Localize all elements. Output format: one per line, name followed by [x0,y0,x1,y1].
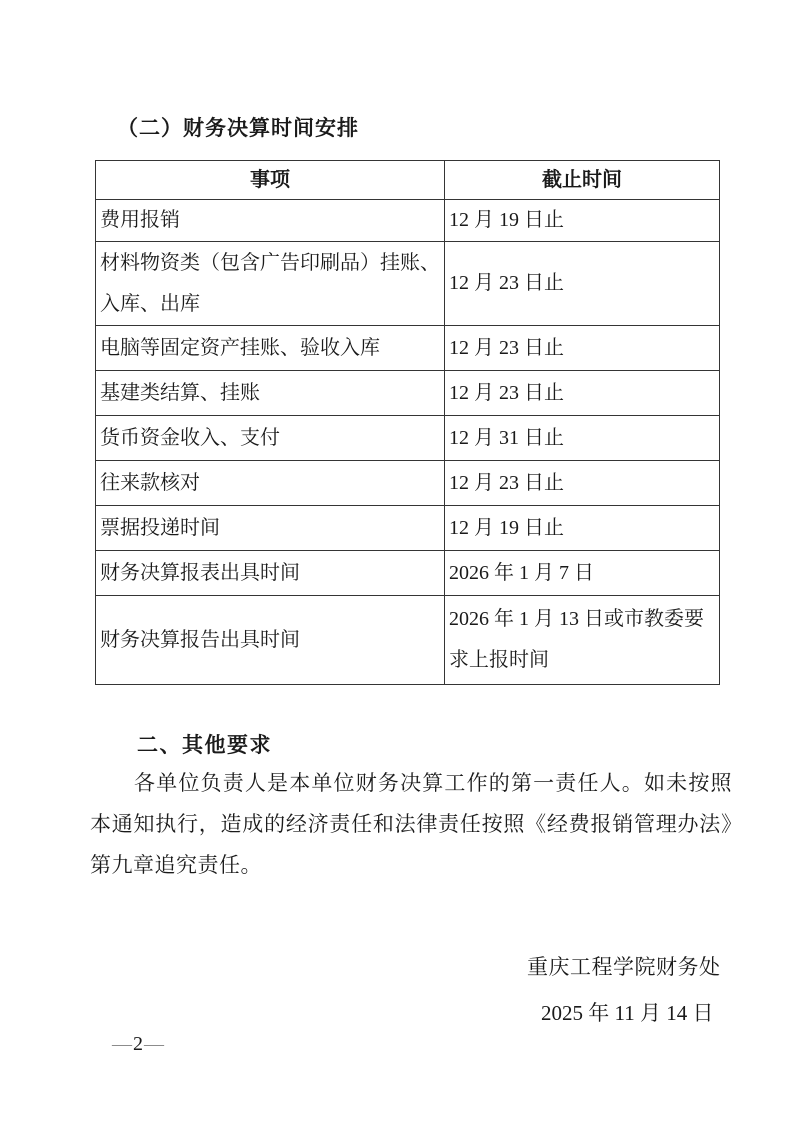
deadline-cell: 12 月 23 日止 [445,242,720,326]
issue-date: 2025 年 11 月 14 日 [541,1001,714,1025]
deadline-cell: 12 月 19 日止 [445,200,720,242]
deadline-cell: 12 月 31 日止 [445,416,720,461]
responsibility-paragraph: 各单位负责人是本单位财务决算工作的第一责任人。如未按照本通知执行，造成的经济责任和法律责任按照《经费报销管理办法》第九章追究责任。 [90,771,732,877]
schedule-section-heading: （二）财务决算时间安排 [117,116,359,140]
item-cell: 票据投递时间 [96,506,445,551]
deadline-schedule-table [95,160,720,685]
deadline-cell: 12 月 23 日止 [445,371,720,416]
issuer-signature: 重庆工程学院财务处 [527,955,721,979]
deadline-cell: 2026 年 1 月 7 日 [445,551,720,596]
table-row [96,242,720,326]
table-row [96,596,720,685]
other-requirements-heading: 二、其他要求 [137,734,272,757]
item-cell: 基建类结算、挂账 [96,371,445,416]
table-row [96,200,720,242]
page-number-dash-left: — [112,1033,132,1055]
item-cell: 电脑等固定资产挂账、验收入库 [96,326,445,371]
table-row [96,506,720,551]
item-cell: 货币资金收入、支付 [96,416,445,461]
item-cell: 往来款核对 [96,461,445,506]
column-header-item: 事项 [96,161,445,200]
page-number-dash-right: — [144,1033,164,1055]
item-cell: 财务决算报表出具时间 [96,551,445,596]
table-row [96,371,720,416]
item-cell: 材料物资类（包含广告印刷品）挂账、入库、出库 [96,242,445,326]
table-row [96,416,720,461]
deadline-cell: 12 月 23 日止 [445,326,720,371]
table-header-row [96,161,720,200]
deadline-cell: 2026 年 1 月 13 日或市教委要求上报时间 [445,596,720,685]
deadline-cell: 12 月 19 日止 [445,506,720,551]
table-row [96,551,720,596]
item-cell: 费用报销 [96,200,445,242]
table-row [96,461,720,506]
item-cell: 财务决算报告出具时间 [96,596,445,685]
table-row [96,326,720,371]
page-number-value: 2 [133,1033,143,1055]
page-number [112,1033,164,1056]
column-header-deadline: 截止时间 [445,161,720,200]
deadline-cell: 12 月 23 日止 [445,461,720,506]
